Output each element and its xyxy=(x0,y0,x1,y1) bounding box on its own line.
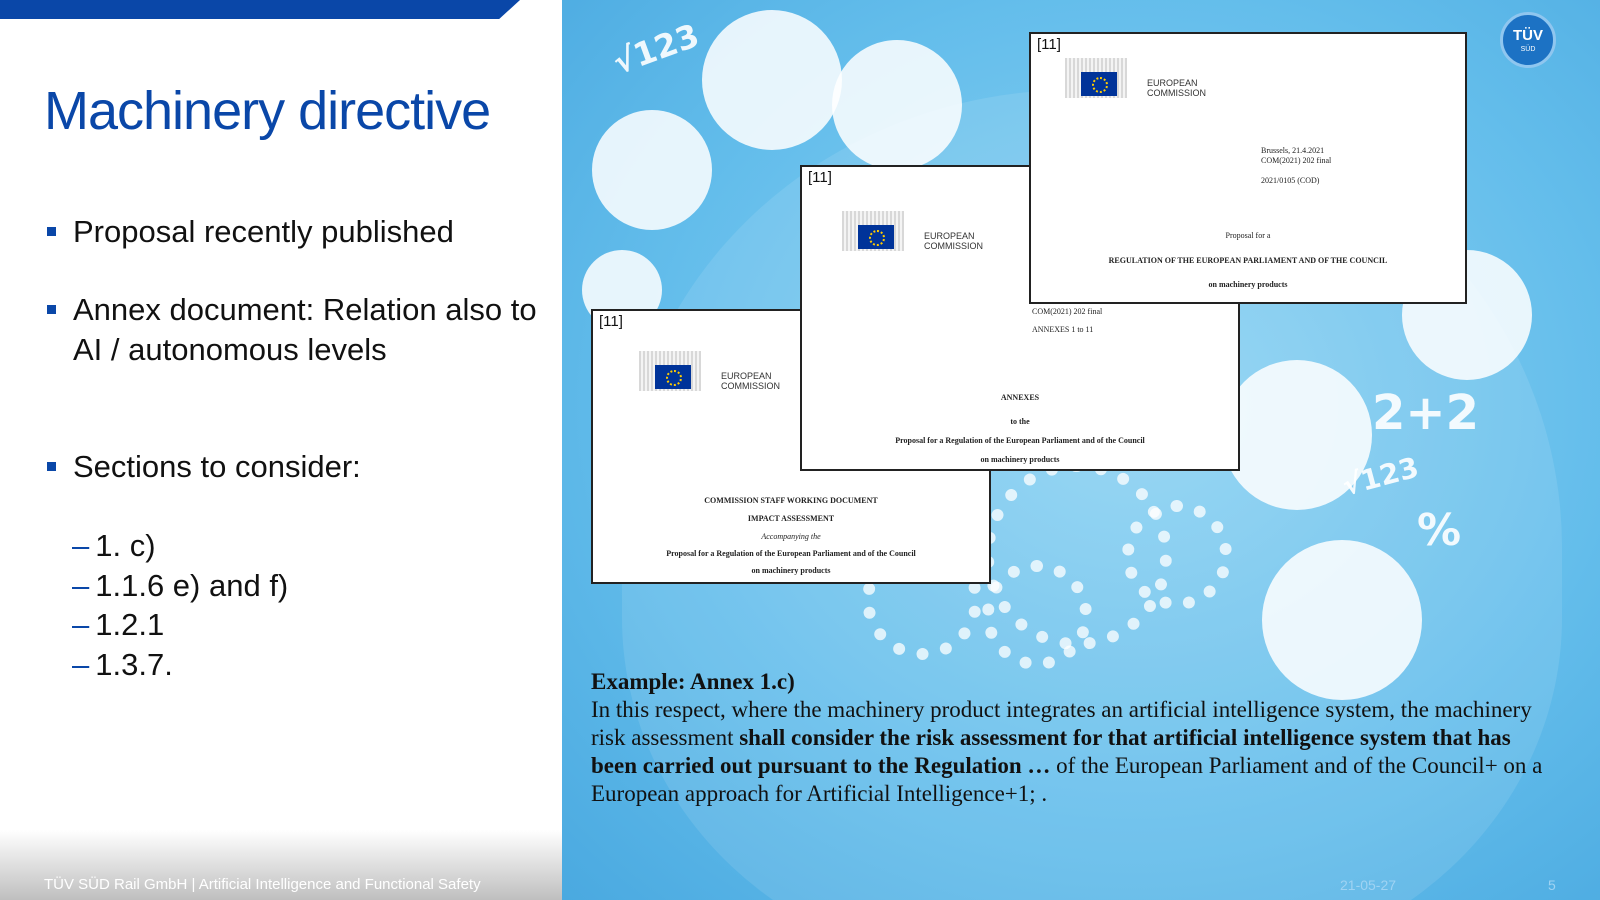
math-decoration: 2+2 xyxy=(1372,385,1480,441)
sub-item: – 1.2.1 xyxy=(72,607,165,642)
slide-title: Machinery directive xyxy=(44,81,491,141)
document-regulation-proposal: [11] EUROPEAN COMMISSION Brussels, 21.4.2021 COM(2021) 202 final 2021/0105 (COD) Proposal for a REGULATION OF THE EUROPEAN PARLIAMENT AND OF THE COUNCIL on machinery products xyxy=(1029,32,1467,304)
example-title: Example: Annex 1.c) xyxy=(591,669,795,694)
tuv-logo: TÜV SÜD xyxy=(1500,12,1556,68)
math-decoration: √123 xyxy=(608,16,704,82)
bullet-item: Annex document: Relation also to AI / autonomous levels xyxy=(44,290,544,370)
bullet-marker xyxy=(47,462,56,471)
footer-date: 21-05-27 xyxy=(1340,877,1397,893)
math-decoration: √123 xyxy=(1339,450,1423,503)
sub-item: – 1. c) xyxy=(72,528,156,563)
top-accent-bar xyxy=(0,0,520,19)
page-number: 5 xyxy=(1548,877,1556,893)
math-decoration: % xyxy=(1417,505,1462,556)
footer-company: TÜV SÜD Rail GmbH | Artificial Intelligence and Functional Safety xyxy=(44,876,481,893)
bullet-item: Sections to consider: xyxy=(44,447,534,487)
eu-flag-icon xyxy=(858,225,894,249)
eu-flag-icon xyxy=(655,365,691,389)
microscope-icon-circle xyxy=(592,110,712,230)
bullet-marker xyxy=(47,227,56,236)
gear-icon xyxy=(982,560,1092,670)
document-annexes: [11] EUROPEAN COMMISSION COM(2021) 202 final ANNEXES 1 to 11 ANNEXES to the Proposal for a Regulation of the European Parliament and of the Council on machinery products xyxy=(800,165,1240,471)
citation-reference: [11] xyxy=(599,313,623,330)
sub-item: – 1.3.7. xyxy=(72,647,173,682)
annex-example xyxy=(591,668,1551,808)
music-note-icon-circle xyxy=(832,40,962,170)
citation-reference: [11] xyxy=(808,169,832,186)
eu-flag-icon xyxy=(1081,72,1117,96)
triangle-icon-circle xyxy=(702,10,842,150)
bullet-marker xyxy=(47,305,56,314)
gear-icon xyxy=(1122,500,1232,610)
citation-reference: [11] xyxy=(1037,36,1061,53)
bullet-item: Proposal recently published xyxy=(44,212,534,252)
document-impact-assessment: [11] EUROPEAN COMMISSION COMMISSION STAFF WORKING DOCUMENT IMPACT ASSESSMENT Accompanying the Proposal for a Regulation of the European Parliament and of the Council on machinery products xyxy=(591,309,991,584)
example-body: In this respect, where the machinery product integrates an artificial intelligence system, the machinery risk assessment shall consider the risk assessment for that artificial intelligence system that has been carried out pursuant to the Regulation … of the European Parliament and of the Council+ on a European approach for Artificial Intelligence+1; . xyxy=(591,697,1543,806)
sub-item: – 1.1.6 e) and f) xyxy=(72,568,289,603)
content-panel xyxy=(0,0,562,900)
